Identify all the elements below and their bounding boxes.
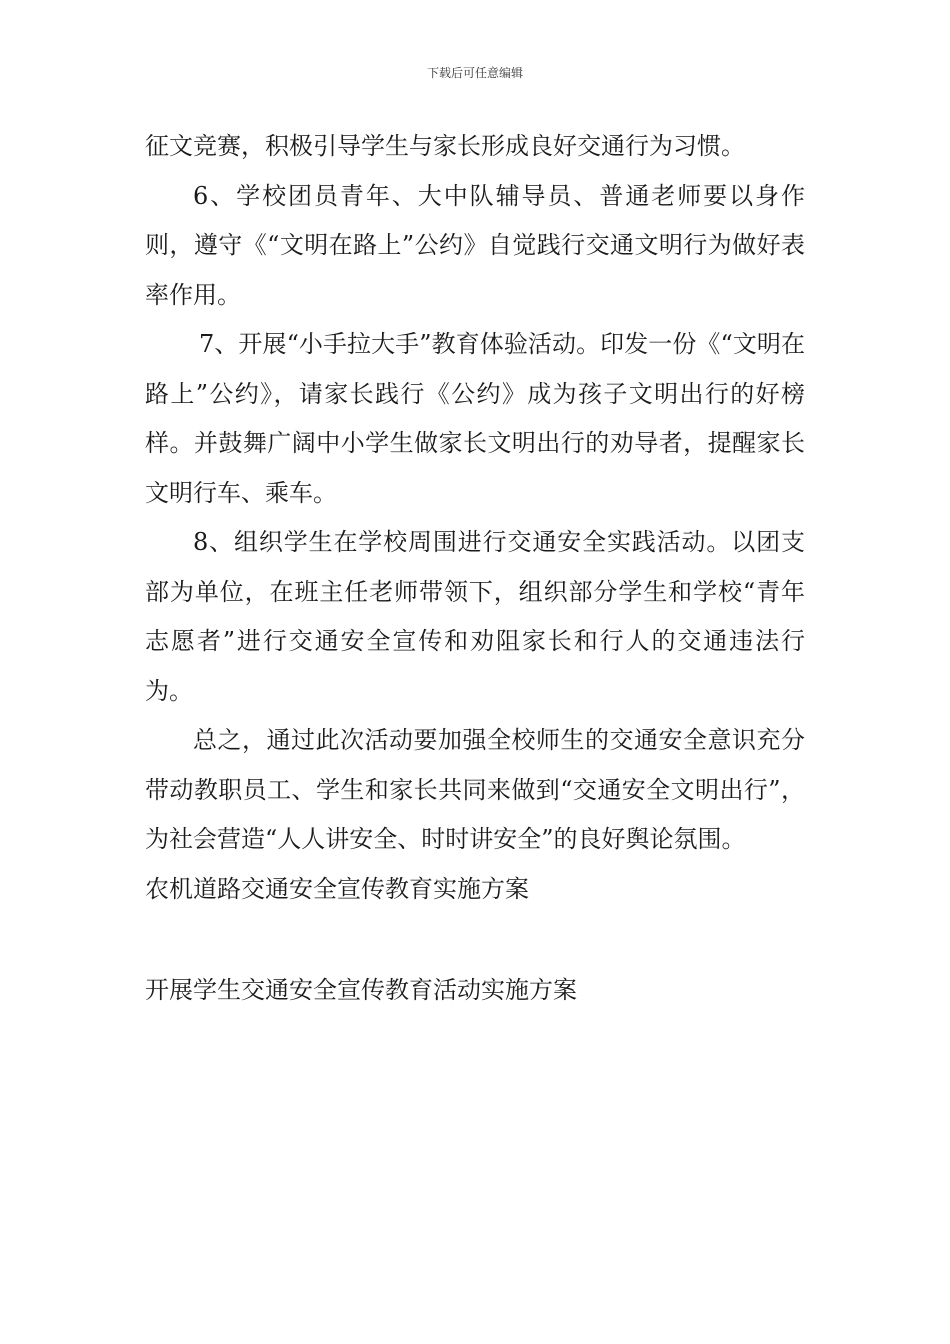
page-header-note: 下载后可任意编辑 bbox=[426, 66, 523, 80]
document-body bbox=[145, 122, 805, 1016]
paragraph-summary: 总之，通过此次活动要加强全校师生的交通安全意识充分带动教职员工、学生和家长共同来做到“交通安全文明出行”，为社会营造“人人讲安全、时时讲安全”的良好舆论氛围。 bbox=[145, 726, 805, 853]
document-title-1: 农机道路交通安全宣传教育实施方案 bbox=[145, 874, 529, 903]
paragraph-item-8: 8、组织学生在学校周围进行交通安全实践活动。以团支部为单位，在班主任老师带领下，组织部分学生和学校“青年志愿者”进行交通安全宣传和劝阻家长和行人的交通违法行为。 bbox=[145, 528, 805, 705]
document-title-2: 开展学生交通安全宣传教育活动实施方案 bbox=[145, 976, 577, 1004]
paragraph-item-6: 6、学校团员青年、大中队辅导员、普通老师要以身作则，遵守《“文明在路上”公约》自觉践行交通文明行为做好表率作用。 bbox=[145, 181, 805, 309]
paragraph-continuation: 征文竞赛，积极引导学生与家长形成良好交通行为习惯。 bbox=[145, 132, 745, 160]
paragraph-item-7: 7、开展“小手拉大手”教育体验活动。印发一份《“文明在路上”公约》，请家长践行《公约》成为孩子文明出行的好榜样。并鼓舞广阔中小学生做家长文明出行的劝导者，提醒家长文明行车、乘车。 bbox=[145, 330, 805, 507]
spacer bbox=[145, 914, 805, 966]
